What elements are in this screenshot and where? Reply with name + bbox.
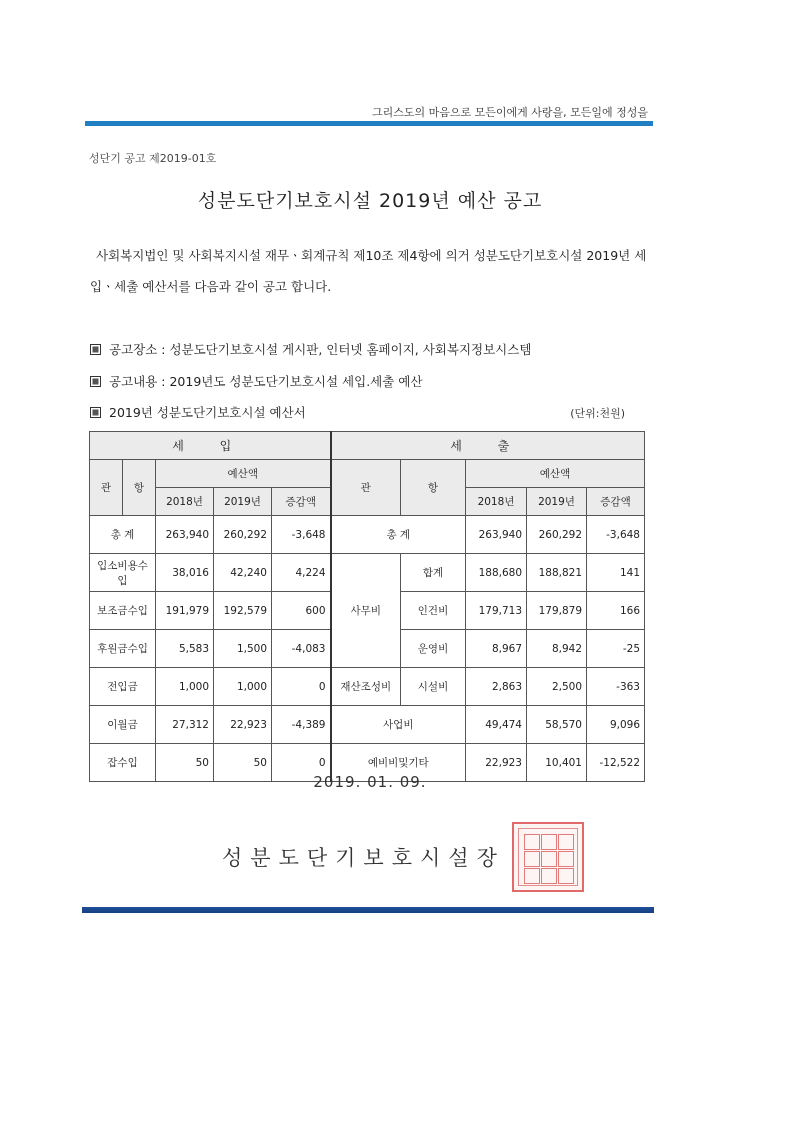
bullet-location bbox=[90, 340, 531, 358]
revenue-diff: 0 bbox=[272, 744, 331, 782]
table-row bbox=[90, 516, 645, 554]
expense-facility-gwan: 재산조성비 bbox=[331, 668, 401, 706]
table-row bbox=[90, 668, 645, 706]
signature-line: 성분도단기보호시설장 bbox=[222, 846, 505, 870]
revenue-diff: 600 bbox=[272, 592, 331, 630]
revenue-label: 보조금수입 bbox=[90, 592, 156, 630]
revenue-2019: 1,000 bbox=[214, 668, 272, 706]
expense-label: 인건비 bbox=[401, 592, 466, 630]
revenue-2018: 263,940 bbox=[156, 516, 214, 554]
expense-gwan-header: 관 bbox=[331, 460, 401, 516]
bullet-content-text: 공고내용 : 2019년도 성분도단기보호시설 세입.세출 예산 bbox=[109, 374, 423, 389]
revenue-2019: 50 bbox=[214, 744, 272, 782]
seal-glyph bbox=[524, 868, 540, 884]
revenue-2018: 191,979 bbox=[156, 592, 214, 630]
revenue-budget-header: 예산액 bbox=[156, 460, 331, 488]
expense-diff: -12,522 bbox=[587, 744, 645, 782]
expense-office-gwan: 사무비 bbox=[331, 554, 401, 668]
expense-2019: 58,570 bbox=[527, 706, 587, 744]
revenue-label: 잡수입 bbox=[90, 744, 156, 782]
header-motto: 그리스도의 마음으로 모든이에게 사랑을, 모든일에 정성을 bbox=[371, 106, 648, 119]
revenue-2018: 1,000 bbox=[156, 668, 214, 706]
revenue-diff: -4,083 bbox=[272, 630, 331, 668]
revenue-diff: -3,648 bbox=[272, 516, 331, 554]
seal-glyph bbox=[524, 851, 540, 867]
expense-2019: 8,942 bbox=[527, 630, 587, 668]
expense-diff: 9,096 bbox=[587, 706, 645, 744]
revenue-diff: 4,224 bbox=[272, 554, 331, 592]
revenue-hang-header: 항 bbox=[123, 460, 156, 516]
revenue-2019-header: 2019년 bbox=[214, 488, 272, 516]
expense-2018: 8,967 bbox=[466, 630, 527, 668]
revenue-diff: -4,389 bbox=[272, 706, 331, 744]
expense-budget-header: 예산액 bbox=[466, 460, 645, 488]
expense-diff: -3,648 bbox=[587, 516, 645, 554]
revenue-2018: 38,016 bbox=[156, 554, 214, 592]
expense-2018: 263,940 bbox=[466, 516, 527, 554]
revenue-label: 입소비용수입 bbox=[90, 554, 156, 592]
expense-2018-header: 2018년 bbox=[466, 488, 527, 516]
expense-2018: 49,474 bbox=[466, 706, 527, 744]
notice-date: 2019. 01. 09. bbox=[313, 773, 427, 791]
square-bullet-icon bbox=[90, 407, 101, 418]
revenue-2018-header: 2018년 bbox=[156, 488, 214, 516]
expense-diff: -25 bbox=[587, 630, 645, 668]
square-bullet-icon bbox=[90, 376, 101, 387]
expense-2019: 260,292 bbox=[527, 516, 587, 554]
revenue-label: 총 계 bbox=[90, 516, 156, 554]
expense-diff: 141 bbox=[587, 554, 645, 592]
seal-glyph bbox=[541, 851, 557, 867]
expense-diff: 166 bbox=[587, 592, 645, 630]
expense-2019-header: 2019년 bbox=[527, 488, 587, 516]
top-divider-bar bbox=[85, 121, 653, 126]
expense-label: 사업비 bbox=[331, 706, 466, 744]
expense-2018: 188,680 bbox=[466, 554, 527, 592]
expense-label: 시설비 bbox=[401, 668, 466, 706]
revenue-2018: 27,312 bbox=[156, 706, 214, 744]
budget-table bbox=[89, 431, 645, 782]
expense-label: 운영비 bbox=[401, 630, 466, 668]
revenue-diff: 0 bbox=[272, 668, 331, 706]
table-row bbox=[90, 554, 645, 592]
seal-glyph bbox=[541, 834, 557, 850]
expense-2019: 179,879 bbox=[527, 592, 587, 630]
notice-number: 성단기 공고 제2019-01호 bbox=[89, 152, 217, 165]
expense-2019: 2,500 bbox=[527, 668, 587, 706]
table-row bbox=[90, 706, 645, 744]
expense-2019: 10,401 bbox=[527, 744, 587, 782]
seal-glyph bbox=[558, 834, 574, 850]
bullet-budget bbox=[90, 403, 306, 421]
expense-label: 총 계 bbox=[331, 516, 466, 554]
bullet-content bbox=[90, 372, 422, 390]
seal-glyph bbox=[541, 868, 557, 884]
revenue-header: 세 입 bbox=[90, 432, 331, 460]
expense-diff: -363 bbox=[587, 668, 645, 706]
revenue-2019: 42,240 bbox=[214, 554, 272, 592]
revenue-label: 전입금 bbox=[90, 668, 156, 706]
revenue-2019: 192,579 bbox=[214, 592, 272, 630]
revenue-diff-header: 증감액 bbox=[272, 488, 331, 516]
unit-label: (단위:천원) bbox=[570, 407, 625, 420]
revenue-gwan-header: 관 bbox=[90, 460, 123, 516]
expense-2018: 2,863 bbox=[466, 668, 527, 706]
seal-glyph bbox=[558, 868, 574, 884]
revenue-2019: 1,500 bbox=[214, 630, 272, 668]
official-seal-icon bbox=[512, 822, 584, 892]
expense-2018: 179,713 bbox=[466, 592, 527, 630]
revenue-2019: 260,292 bbox=[214, 516, 272, 554]
expense-2018: 22,923 bbox=[466, 744, 527, 782]
seal-glyph bbox=[558, 851, 574, 867]
square-bullet-icon bbox=[90, 344, 101, 355]
revenue-label: 후원금수입 bbox=[90, 630, 156, 668]
bottom-divider-bar bbox=[82, 907, 654, 913]
expense-label: 합계 bbox=[401, 554, 466, 592]
revenue-2018: 5,583 bbox=[156, 630, 214, 668]
document-title: 성분도단기보호시설 2019년 예산 공고 bbox=[197, 190, 543, 212]
bullet-location-text: 공고장소 : 성분도단기보호시설 게시판, 인터넷 홈페이지, 사회복지정보시스템 bbox=[109, 342, 532, 357]
expense-diff-header: 증감액 bbox=[587, 488, 645, 516]
revenue-2019: 22,923 bbox=[214, 706, 272, 744]
expense-hang-header: 항 bbox=[401, 460, 466, 516]
expense-2019: 188,821 bbox=[527, 554, 587, 592]
intro-paragraph: 사회복지법인 및 사회복지시설 재무ㆍ회계규칙 제10조 제4항에 의거 성분도단기보호시설 2019년 세입ㆍ세출 예산서를 다음과 같이 공고 합니다. bbox=[90, 248, 647, 294]
expense-header: 세 출 bbox=[331, 432, 645, 460]
revenue-label: 이월금 bbox=[90, 706, 156, 744]
seal-glyph bbox=[524, 834, 540, 850]
revenue-2018: 50 bbox=[156, 744, 214, 782]
expense-label: 예비비및기타 bbox=[331, 744, 466, 782]
bullet-budget-text: 2019년 성분도단기보호시설 예산서 bbox=[109, 405, 306, 420]
